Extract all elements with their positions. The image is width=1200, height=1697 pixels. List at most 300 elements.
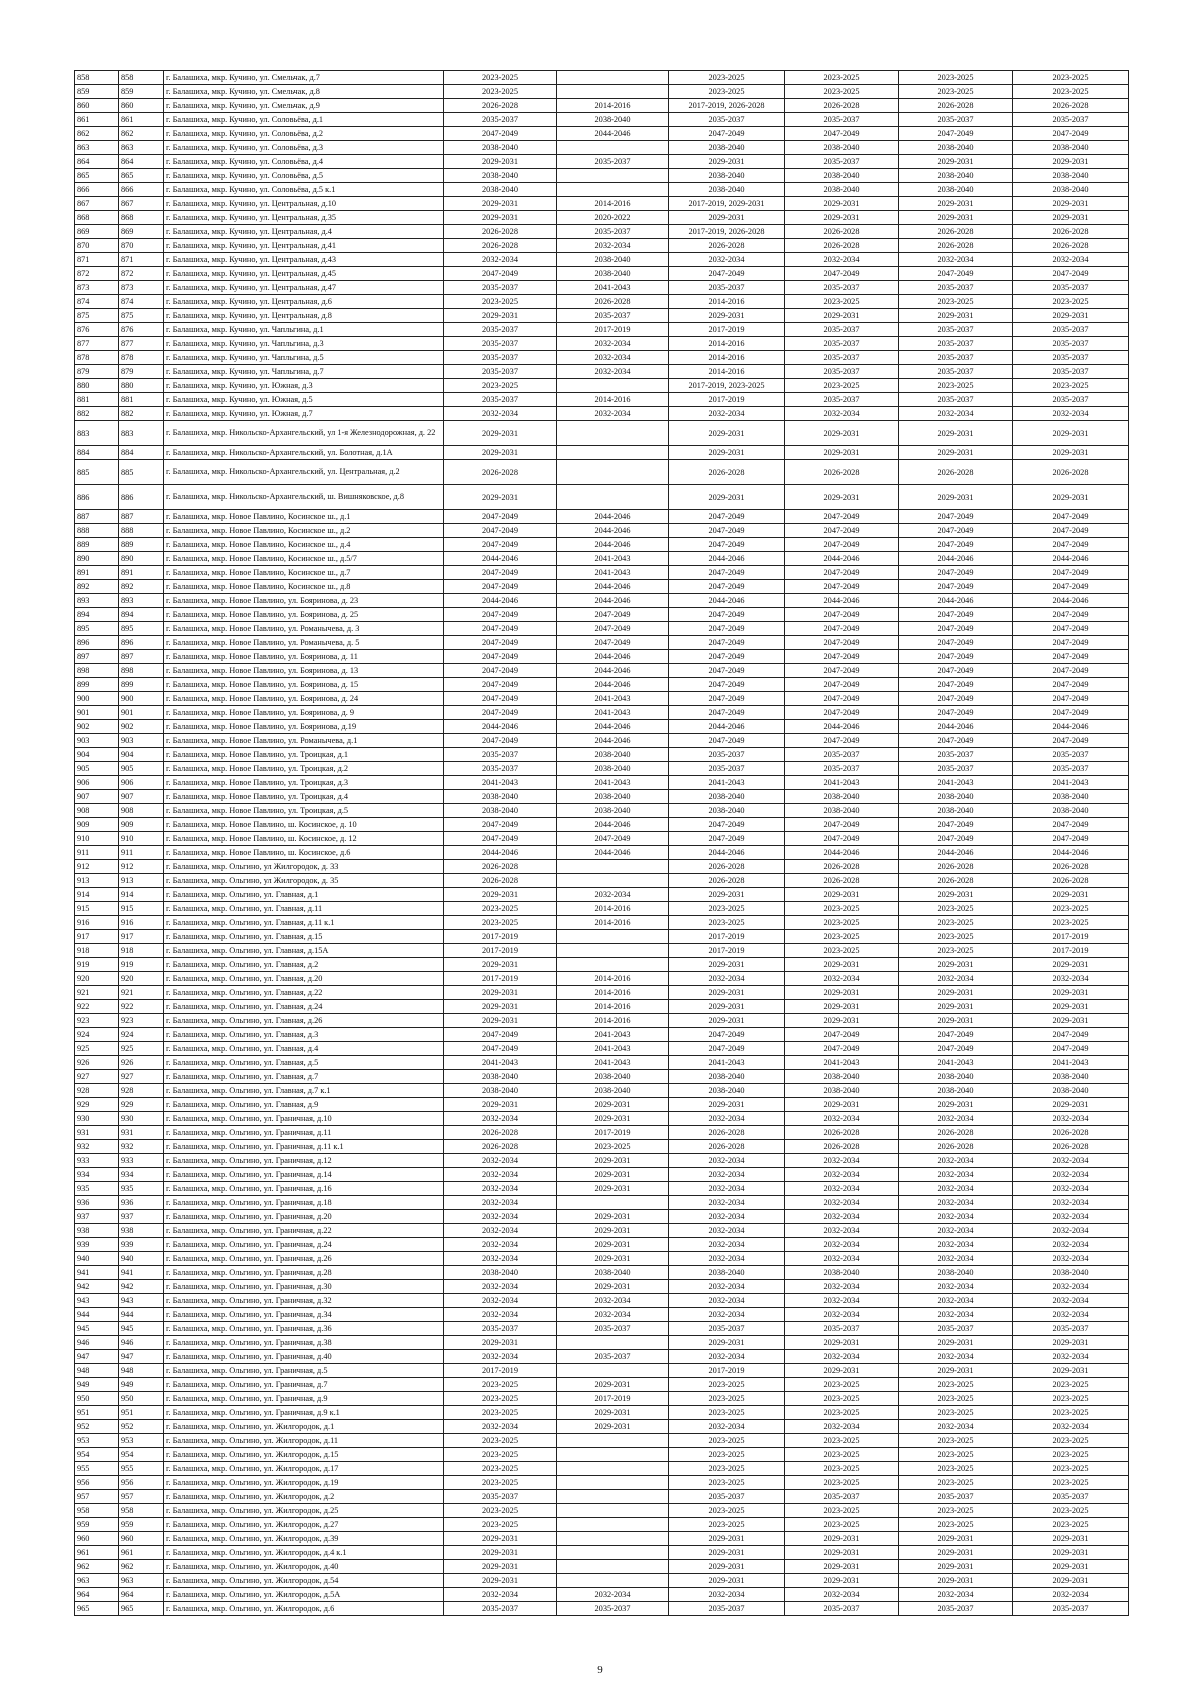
row-index-cell: 944 — [75, 1308, 119, 1322]
address-cell: г. Балашиха, мкр. Новое Павлино, ул. Бояринова, д. 9 — [164, 706, 444, 720]
period-6-cell: 2047-2049 — [1013, 1042, 1129, 1056]
period-6-cell: 2032-2034 — [1013, 1588, 1129, 1602]
table-row — [75, 1182, 1129, 1196]
address-cell: г. Балашиха, мкр. Ольгино, ул. Граничная, д.14 — [164, 1168, 444, 1182]
period-3-cell: 2017-2019 — [669, 323, 785, 337]
period-6-cell: 2029-2031 — [1013, 1532, 1129, 1546]
period-4-cell: 2047-2049 — [785, 678, 899, 692]
period-4-cell: 2032-2034 — [785, 972, 899, 986]
period-4-cell: 2023-2025 — [785, 1378, 899, 1392]
period-5-cell: 2038-2040 — [899, 1266, 1013, 1280]
period-1-cell: 2017-2019 — [444, 944, 557, 958]
row-index-cell: 891 — [75, 566, 119, 580]
period-4-cell: 2047-2049 — [785, 650, 899, 664]
address-cell: г. Балашиха, мкр. Кучино, ул. Смельчак, д.8 — [164, 85, 444, 99]
period-1-cell: 2032-2034 — [444, 1294, 557, 1308]
row-index-cell: 904 — [75, 748, 119, 762]
period-1-cell: 2026-2028 — [444, 239, 557, 253]
period-1-cell: 2035-2037 — [444, 337, 557, 351]
period-6-cell: 2038-2040 — [1013, 790, 1129, 804]
period-3-cell: 2023-2025 — [669, 916, 785, 930]
row-index-cell: 868 — [75, 211, 119, 225]
period-1-cell: 2032-2034 — [444, 1252, 557, 1266]
address-cell: г. Балашиха, мкр. Ольгино, ул. Жилгородок, д.19 — [164, 1476, 444, 1490]
period-3-cell: 2047-2049 — [669, 692, 785, 706]
period-6-cell: 2023-2025 — [1013, 916, 1129, 930]
period-4-cell: 2044-2046 — [785, 846, 899, 860]
row-index-cell: 897 — [75, 650, 119, 664]
row-index-cell: 931 — [75, 1126, 119, 1140]
period-2-cell — [557, 1532, 669, 1546]
period-6-cell: 2026-2028 — [1013, 460, 1129, 485]
period-3-cell: 2047-2049 — [669, 538, 785, 552]
period-5-cell: 2029-2031 — [899, 1546, 1013, 1560]
period-5-cell: 2038-2040 — [899, 183, 1013, 197]
period-5-cell: 2047-2049 — [899, 608, 1013, 622]
period-1-cell: 2032-2034 — [444, 1224, 557, 1238]
period-5-cell: 2029-2031 — [899, 958, 1013, 972]
period-3-cell: 2032-2034 — [669, 1238, 785, 1252]
period-5-cell: 2029-2031 — [899, 1532, 1013, 1546]
table-row — [75, 1420, 1129, 1434]
period-2-cell: 2044-2046 — [557, 580, 669, 594]
period-3-cell: 2017-2019, 2023-2025 — [669, 379, 785, 393]
row-index-cell: 863 — [75, 141, 119, 155]
row-number-cell: 893 — [119, 594, 164, 608]
row-number-cell: 926 — [119, 1056, 164, 1070]
address-cell: г. Балашиха, мкр. Ольгино, ул. Граничная, д.36 — [164, 1322, 444, 1336]
address-cell: г. Балашиха, мкр. Кучино, ул. Южная, д.3 — [164, 379, 444, 393]
row-index-cell: 938 — [75, 1224, 119, 1238]
period-1-cell: 2035-2037 — [444, 113, 557, 127]
period-4-cell: 2044-2046 — [785, 594, 899, 608]
address-cell: г. Балашиха, мкр. Ольгино, ул. Граничная, д.7 — [164, 1378, 444, 1392]
address-cell: г. Балашиха, мкр. Ольгино, ул. Граничная, д.16 — [164, 1182, 444, 1196]
address-cell: г. Балашиха, мкр. Ольгино, ул. Граничная, д.5 — [164, 1364, 444, 1378]
row-number-cell: 890 — [119, 552, 164, 566]
row-index-cell: 883 — [75, 421, 119, 446]
period-2-cell: 2035-2037 — [557, 155, 669, 169]
period-4-cell: 2035-2037 — [785, 351, 899, 365]
period-5-cell: 2035-2037 — [899, 323, 1013, 337]
period-1-cell: 2023-2025 — [444, 916, 557, 930]
period-2-cell — [557, 930, 669, 944]
period-4-cell: 2047-2049 — [785, 608, 899, 622]
row-index-cell: 861 — [75, 113, 119, 127]
address-cell: г. Балашиха, мкр. Ольгино, ул. Жилгородок, д.6 — [164, 1602, 444, 1616]
period-6-cell: 2023-2025 — [1013, 1378, 1129, 1392]
period-6-cell: 2041-2043 — [1013, 776, 1129, 790]
period-4-cell: 2041-2043 — [785, 776, 899, 790]
row-number-cell: 915 — [119, 902, 164, 916]
row-index-cell: 942 — [75, 1280, 119, 1294]
period-5-cell: 2032-2034 — [899, 1350, 1013, 1364]
period-5-cell: 2035-2037 — [899, 1602, 1013, 1616]
period-1-cell: 2026-2028 — [444, 460, 557, 485]
address-cell: г. Балашиха, мкр. Ольгино, ул. Граничная, д.9 — [164, 1392, 444, 1406]
period-6-cell: 2047-2049 — [1013, 538, 1129, 552]
address-cell: г. Балашиха, мкр. Ольгино, ул. Граничная, д.12 — [164, 1154, 444, 1168]
row-index-cell: 860 — [75, 99, 119, 113]
period-4-cell: 2032-2034 — [785, 1252, 899, 1266]
period-4-cell: 2029-2031 — [785, 211, 899, 225]
period-3-cell: 2023-2025 — [669, 1448, 785, 1462]
period-3-cell: 2014-2016 — [669, 337, 785, 351]
period-6-cell: 2023-2025 — [1013, 1462, 1129, 1476]
table-row — [75, 407, 1129, 421]
row-number-cell: 951 — [119, 1406, 164, 1420]
address-cell: г. Балашиха, мкр. Кучино, ул. Соловьёва, д.5 — [164, 169, 444, 183]
address-cell: г. Балашиха, мкр. Ольгино, ул. Главная, д.4 — [164, 1042, 444, 1056]
period-2-cell: 2029-2031 — [557, 1224, 669, 1238]
period-3-cell: 2038-2040 — [669, 183, 785, 197]
period-4-cell: 2032-2034 — [785, 1112, 899, 1126]
address-cell: г. Балашиха, мкр. Новое Павлино, ул. Троицкая, д.5 — [164, 804, 444, 818]
period-6-cell: 2047-2049 — [1013, 678, 1129, 692]
period-1-cell: 2032-2034 — [444, 1238, 557, 1252]
period-1-cell: 2032-2034 — [444, 1420, 557, 1434]
period-6-cell: 2032-2034 — [1013, 972, 1129, 986]
row-number-cell: 887 — [119, 510, 164, 524]
period-1-cell: 2044-2046 — [444, 552, 557, 566]
address-cell: г. Балашиха, мкр. Ольгино, ул. Главная, д.20 — [164, 972, 444, 986]
period-3-cell: 2023-2025 — [669, 1406, 785, 1420]
period-3-cell: 2038-2040 — [669, 790, 785, 804]
period-5-cell: 2029-2031 — [899, 446, 1013, 460]
row-number-cell: 932 — [119, 1140, 164, 1154]
table-row — [75, 485, 1129, 510]
address-cell: г. Балашиха, мкр. Новое Павлино, Косинское ш., д.4 — [164, 538, 444, 552]
period-5-cell: 2032-2034 — [899, 972, 1013, 986]
address-cell: г. Балашиха, мкр. Новое Павлино, ул. Бояринова, д. 24 — [164, 692, 444, 706]
period-6-cell: 2041-2043 — [1013, 1056, 1129, 1070]
address-cell: г. Балашиха, мкр. Ольгино, ул. Главная, д.3 — [164, 1028, 444, 1042]
period-6-cell: 2035-2037 — [1013, 1322, 1129, 1336]
row-number-cell: 938 — [119, 1224, 164, 1238]
period-1-cell: 2047-2049 — [444, 510, 557, 524]
period-2-cell: 2032-2034 — [557, 239, 669, 253]
row-number-cell: 918 — [119, 944, 164, 958]
period-4-cell: 2047-2049 — [785, 566, 899, 580]
address-cell: г. Балашиха, мкр. Кучино, ул. Центральная, д.8 — [164, 309, 444, 323]
period-5-cell: 2047-2049 — [899, 524, 1013, 538]
table-row — [75, 1434, 1129, 1448]
row-number-cell: 912 — [119, 860, 164, 874]
period-6-cell: 2023-2025 — [1013, 295, 1129, 309]
row-index-cell: 943 — [75, 1294, 119, 1308]
address-cell: г. Балашиха, мкр. Никольско-Архангельский, ул 1-я Железнодорожная, д. 22 — [164, 421, 444, 446]
period-1-cell: 2047-2049 — [444, 1028, 557, 1042]
table-row — [75, 692, 1129, 706]
period-5-cell: 2023-2025 — [899, 1504, 1013, 1518]
address-cell: г. Балашиха, мкр. Кучино, ул. Смельчак, д.9 — [164, 99, 444, 113]
period-1-cell: 2047-2049 — [444, 832, 557, 846]
address-cell: г. Балашиха, мкр. Новое Павлино, ул. Бояринова, д. 25 — [164, 608, 444, 622]
table-row — [75, 860, 1129, 874]
period-1-cell: 2047-2049 — [444, 650, 557, 664]
row-number-cell: 909 — [119, 818, 164, 832]
table-row — [75, 1392, 1129, 1406]
period-4-cell: 2035-2037 — [785, 1322, 899, 1336]
row-number-cell: 955 — [119, 1462, 164, 1476]
row-number-cell: 871 — [119, 253, 164, 267]
row-number-cell: 963 — [119, 1574, 164, 1588]
row-number-cell: 866 — [119, 183, 164, 197]
address-cell: г. Балашиха, мкр. Кучино, ул. Центральная, д.47 — [164, 281, 444, 295]
period-3-cell: 2032-2034 — [669, 972, 785, 986]
address-cell: г. Балашиха, мкр. Ольгино, ул. Главная, д.7 — [164, 1070, 444, 1084]
row-index-cell: 918 — [75, 944, 119, 958]
period-1-cell: 2035-2037 — [444, 393, 557, 407]
period-1-cell: 2026-2028 — [444, 225, 557, 239]
period-6-cell: 2032-2034 — [1013, 253, 1129, 267]
period-5-cell: 2032-2034 — [899, 1210, 1013, 1224]
period-3-cell: 2047-2049 — [669, 608, 785, 622]
period-5-cell: 2038-2040 — [899, 1070, 1013, 1084]
period-1-cell: 2047-2049 — [444, 734, 557, 748]
period-4-cell: 2023-2025 — [785, 1434, 899, 1448]
period-2-cell: 2029-2031 — [557, 1210, 669, 1224]
period-6-cell: 2029-2031 — [1013, 1546, 1129, 1560]
period-4-cell: 2026-2028 — [785, 1126, 899, 1140]
row-number-cell: 869 — [119, 225, 164, 239]
table-row — [75, 678, 1129, 692]
row-number-cell: 945 — [119, 1322, 164, 1336]
period-3-cell: 2032-2034 — [669, 1420, 785, 1434]
period-5-cell: 2026-2028 — [899, 460, 1013, 485]
period-2-cell: 2044-2046 — [557, 594, 669, 608]
address-cell: г. Балашиха, мкр. Кучино, ул. Центральная, д.41 — [164, 239, 444, 253]
address-cell: г. Балашиха, мкр. Ольгино, ул. Главная, д.11 — [164, 902, 444, 916]
period-3-cell: 2047-2049 — [669, 1028, 785, 1042]
period-1-cell: 2035-2037 — [444, 1490, 557, 1504]
period-6-cell: 2023-2025 — [1013, 1504, 1129, 1518]
table-row — [75, 169, 1129, 183]
row-number-cell: 908 — [119, 804, 164, 818]
period-4-cell: 2029-2031 — [785, 986, 899, 1000]
table-row — [75, 776, 1129, 790]
address-cell: г. Балашиха, мкр. Ольгино, ул. Граничная, д.24 — [164, 1238, 444, 1252]
period-1-cell: 2035-2037 — [444, 762, 557, 776]
row-number-cell: 879 — [119, 365, 164, 379]
row-index-cell: 924 — [75, 1028, 119, 1042]
period-5-cell: 2023-2025 — [899, 1462, 1013, 1476]
address-cell: г. Балашиха, мкр. Ольгино, ул. Главная, д.15А — [164, 944, 444, 958]
period-1-cell: 2023-2025 — [444, 1462, 557, 1476]
row-index-cell: 947 — [75, 1350, 119, 1364]
period-3-cell: 2035-2037 — [669, 1322, 785, 1336]
period-6-cell: 2035-2037 — [1013, 762, 1129, 776]
row-index-cell: 889 — [75, 538, 119, 552]
period-1-cell: 2023-2025 — [444, 1518, 557, 1532]
period-5-cell: 2035-2037 — [899, 351, 1013, 365]
period-3-cell: 2044-2046 — [669, 594, 785, 608]
period-5-cell: 2023-2025 — [899, 1476, 1013, 1490]
period-6-cell: 2047-2049 — [1013, 692, 1129, 706]
period-5-cell: 2023-2025 — [899, 71, 1013, 85]
period-2-cell: 2032-2034 — [557, 365, 669, 379]
table-row — [75, 1098, 1129, 1112]
period-5-cell: 2032-2034 — [899, 1196, 1013, 1210]
period-2-cell: 2041-2043 — [557, 706, 669, 720]
period-2-cell: 2038-2040 — [557, 1084, 669, 1098]
period-3-cell: 2029-2031 — [669, 1574, 785, 1588]
row-number-cell: 947 — [119, 1350, 164, 1364]
table-row — [75, 720, 1129, 734]
row-index-cell: 859 — [75, 85, 119, 99]
row-index-cell: 864 — [75, 155, 119, 169]
period-4-cell: 2047-2049 — [785, 818, 899, 832]
period-3-cell: 2023-2025 — [669, 1462, 785, 1476]
period-2-cell: 2044-2046 — [557, 720, 669, 734]
period-2-cell — [557, 1490, 669, 1504]
period-3-cell: 2047-2049 — [669, 524, 785, 538]
period-2-cell — [557, 1476, 669, 1490]
table-row — [75, 790, 1129, 804]
table-row — [75, 239, 1129, 253]
period-2-cell: 2041-2043 — [557, 1056, 669, 1070]
period-5-cell: 2029-2031 — [899, 1574, 1013, 1588]
period-4-cell: 2047-2049 — [785, 734, 899, 748]
period-4-cell: 2032-2034 — [785, 1154, 899, 1168]
address-cell: г. Балашиха, мкр. Ольгино, ул. Главная, д.1 — [164, 888, 444, 902]
period-6-cell: 2032-2034 — [1013, 1308, 1129, 1322]
period-3-cell: 2017-2019, 2026-2028 — [669, 99, 785, 113]
period-4-cell: 2029-2031 — [785, 1014, 899, 1028]
table-row — [75, 804, 1129, 818]
table-row — [75, 1042, 1129, 1056]
period-1-cell: 2047-2049 — [444, 267, 557, 281]
row-index-cell: 962 — [75, 1560, 119, 1574]
period-5-cell: 2029-2031 — [899, 1014, 1013, 1028]
period-1-cell: 2047-2049 — [444, 538, 557, 552]
period-2-cell: 2029-2031 — [557, 1420, 669, 1434]
period-2-cell — [557, 141, 669, 155]
period-6-cell: 2047-2049 — [1013, 636, 1129, 650]
period-6-cell: 2038-2040 — [1013, 169, 1129, 183]
period-1-cell: 2047-2049 — [444, 692, 557, 706]
row-index-cell: 913 — [75, 874, 119, 888]
period-6-cell: 2026-2028 — [1013, 99, 1129, 113]
period-6-cell: 2038-2040 — [1013, 1070, 1129, 1084]
address-cell: г. Балашиха, мкр. Новое Павлино, ул. Бояринова, д.19 — [164, 720, 444, 734]
period-4-cell: 2026-2028 — [785, 99, 899, 113]
row-number-cell: 946 — [119, 1336, 164, 1350]
period-6-cell: 2029-2031 — [1013, 1014, 1129, 1028]
period-1-cell: 2023-2025 — [444, 1392, 557, 1406]
row-number-cell: 877 — [119, 337, 164, 351]
period-6-cell: 2047-2049 — [1013, 1028, 1129, 1042]
period-5-cell: 2035-2037 — [899, 365, 1013, 379]
table-row — [75, 1168, 1129, 1182]
period-4-cell: 2047-2049 — [785, 1042, 899, 1056]
period-3-cell: 2023-2025 — [669, 85, 785, 99]
period-3-cell: 2047-2049 — [669, 734, 785, 748]
period-5-cell: 2029-2031 — [899, 1336, 1013, 1350]
period-2-cell: 2032-2034 — [557, 1588, 669, 1602]
period-2-cell: 2044-2046 — [557, 678, 669, 692]
table-row — [75, 748, 1129, 762]
table-row — [75, 888, 1129, 902]
period-6-cell: 2029-2031 — [1013, 958, 1129, 972]
row-number-cell: 886 — [119, 485, 164, 510]
row-number-cell: 919 — [119, 958, 164, 972]
period-6-cell: 2032-2034 — [1013, 407, 1129, 421]
period-1-cell: 2047-2049 — [444, 580, 557, 594]
period-1-cell: 2029-2031 — [444, 485, 557, 510]
address-cell: г. Балашиха, мкр. Новое Павлино, ул. Троицкая, д.4 — [164, 790, 444, 804]
table-row — [75, 1350, 1129, 1364]
row-index-cell: 906 — [75, 776, 119, 790]
period-4-cell: 2032-2034 — [785, 1182, 899, 1196]
period-5-cell: 2023-2025 — [899, 902, 1013, 916]
period-5-cell: 2032-2034 — [899, 1294, 1013, 1308]
period-4-cell: 2029-2031 — [785, 888, 899, 902]
row-index-cell: 957 — [75, 1490, 119, 1504]
period-6-cell: 2032-2034 — [1013, 1252, 1129, 1266]
period-2-cell: 2014-2016 — [557, 1014, 669, 1028]
row-number-cell: 914 — [119, 888, 164, 902]
period-6-cell: 2047-2049 — [1013, 622, 1129, 636]
period-1-cell: 2029-2031 — [444, 1574, 557, 1588]
address-cell: г. Балашиха, мкр. Кучино, ул. Чапльгина, д.3 — [164, 337, 444, 351]
period-5-cell: 2032-2034 — [899, 407, 1013, 421]
table-row — [75, 446, 1129, 460]
address-cell: г. Балашиха, мкр. Ольгино, ул. Жилгородок, д.5А — [164, 1588, 444, 1602]
row-number-cell: 902 — [119, 720, 164, 734]
period-1-cell: 2035-2037 — [444, 365, 557, 379]
period-6-cell: 2047-2049 — [1013, 608, 1129, 622]
row-index-cell: 940 — [75, 1252, 119, 1266]
address-cell: г. Балашиха, мкр. Ольгино, ул. Жилгородок, д.39 — [164, 1532, 444, 1546]
period-4-cell: 2044-2046 — [785, 552, 899, 566]
period-1-cell: 2023-2025 — [444, 1448, 557, 1462]
period-1-cell: 2038-2040 — [444, 1084, 557, 1098]
period-4-cell: 2032-2034 — [785, 1350, 899, 1364]
table-row — [75, 832, 1129, 846]
period-2-cell: 2035-2037 — [557, 1322, 669, 1336]
period-3-cell: 2029-2031 — [669, 1560, 785, 1574]
period-6-cell: 2026-2028 — [1013, 1140, 1129, 1154]
period-6-cell: 2029-2031 — [1013, 1574, 1129, 1588]
period-5-cell: 2023-2025 — [899, 1378, 1013, 1392]
row-index-cell: 867 — [75, 197, 119, 211]
period-4-cell: 2023-2025 — [785, 1448, 899, 1462]
period-6-cell: 2026-2028 — [1013, 874, 1129, 888]
row-number-cell: 934 — [119, 1168, 164, 1182]
period-4-cell: 2035-2037 — [785, 365, 899, 379]
address-cell: г. Балашиха, мкр. Ольгино, ул. Жилгородок, д.11 — [164, 1434, 444, 1448]
period-2-cell: 2047-2049 — [557, 832, 669, 846]
period-5-cell: 2023-2025 — [899, 295, 1013, 309]
row-index-cell: 925 — [75, 1042, 119, 1056]
address-cell: г. Балашиха, мкр. Ольгино, ул. Главная, д.5 — [164, 1056, 444, 1070]
period-6-cell: 2044-2046 — [1013, 594, 1129, 608]
period-1-cell: 2017-2019 — [444, 972, 557, 986]
period-5-cell: 2029-2031 — [899, 421, 1013, 446]
table-row — [75, 566, 1129, 580]
row-index-cell: 858 — [75, 71, 119, 85]
period-3-cell: 2038-2040 — [669, 1084, 785, 1098]
period-5-cell: 2023-2025 — [899, 379, 1013, 393]
address-cell: г. Балашиха, мкр. Кучино, ул. Южная, д.5 — [164, 393, 444, 407]
period-1-cell: 2035-2037 — [444, 748, 557, 762]
address-cell: г. Балашиха, мкр. Новое Павлино, Косинское ш., д.5/7 — [164, 552, 444, 566]
table-row — [75, 379, 1129, 393]
period-1-cell: 2029-2031 — [444, 958, 557, 972]
period-4-cell: 2047-2049 — [785, 538, 899, 552]
period-6-cell: 2029-2031 — [1013, 197, 1129, 211]
